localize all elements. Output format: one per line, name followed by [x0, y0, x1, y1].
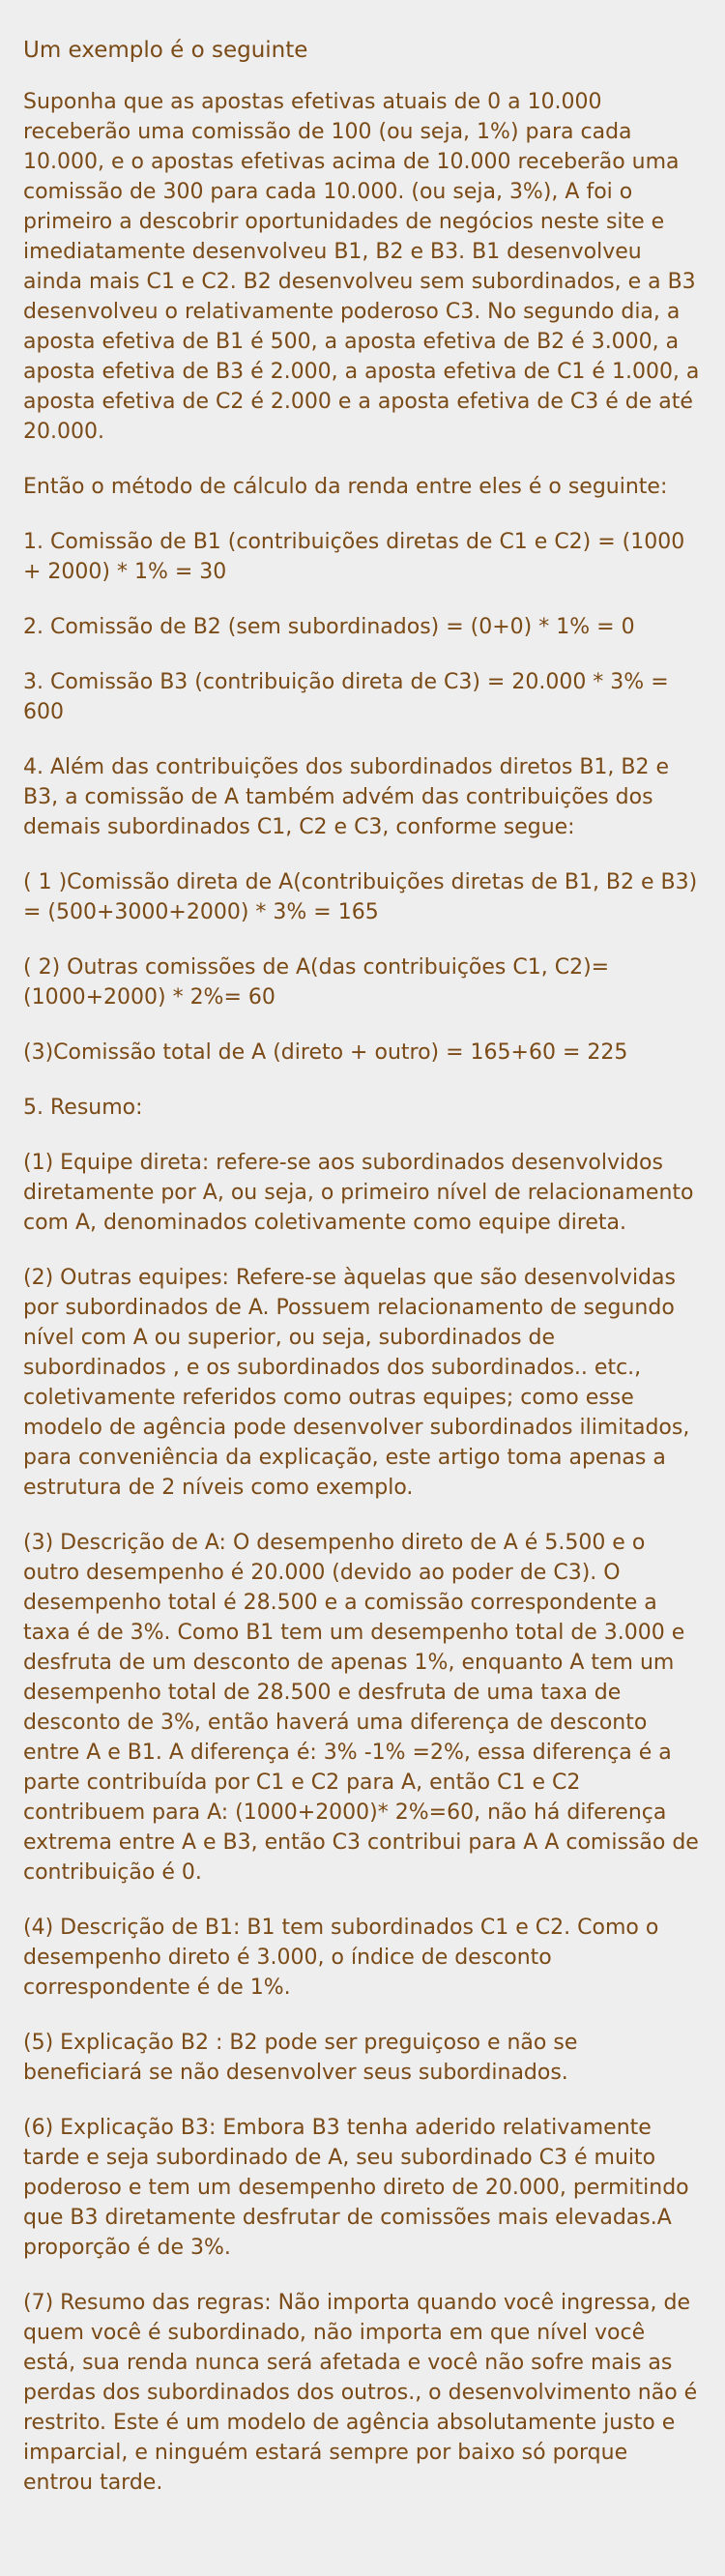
paragraph-method-intro: Então o método de cálculo da renda entre eles é o seguinte:	[23, 475, 668, 499]
paragraph-a-commission-intro: 4. Além das contribuições dos subordinados diretos B1, B2 e B3, a comissão de A também advém das contribuições dos demais subordinados C1, C2 e C3, conforme segue:	[23, 755, 670, 839]
paragraph-b3-commission: 3. Comissão B3 (contribuição direta de C3) = 20.000 * 3% = 600	[23, 670, 669, 724]
paragraph-b2-commission: 2. Comissão de B2 (sem subordinados) = (0+0) * 1% = 0	[23, 615, 635, 639]
paragraph-summary-heading: 5. Resumo:	[23, 1096, 143, 1120]
paragraph-a-description: (3) Descrição de A: O desempenho direto de A é 5.500 e o outro desempenho é 20.000 (devido ao poder de C3). O desempenho total é 28.500 e a comissão correspondente a taxa é de 3%. Como B1 tem um desempenho total de 3.000 e desfruta de um desconto de apenas 1%, enquanto A tem um desempenho total de 28.500 e desfruta de uma taxa de desconto de 3%, então haverá uma diferença de desconto entre A e B1. A diferença é: 3% -1% =2%, essa diferença é a parte contribuída por C1 e C2 para A, então C1 e C2 contribuem para A: (1000+2000)* 2%=60, não há diferença extrema entre A e B3, então C3 contribui para A A comissão de contribuição é 0.	[23, 1531, 699, 1885]
paragraph-direct-team: (1) Equipe direta: refere-se aos subordinados desenvolvidos diretamente por A, ou seja, o primeiro nível de relacionamento com A, denominados coletivamente como equipe direta.	[23, 1151, 694, 1235]
paragraph-a-direct: ( 1 )Comissão direta de A(contribuições diretas de B1, B2 e B3) = (500+3000+2000) * 3% = 165	[23, 870, 698, 924]
article-title: Um exemplo é o seguinte	[23, 38, 308, 63]
paragraph-b2-explanation: (5) Explicação B2 : B2 pode ser preguiçoso e não se beneficiará se não desenvolver seus subordinados.	[23, 2031, 578, 2085]
paragraph-scenario: Suponha que as apostas efetivas atuais de 0 a 10.000 receberão uma comissão de 100 (ou seja, 1%) para cada 10.000, e o apostas efetivas acima de 10.000 receberão uma comissão de 300 para cada 10.000. (ou seja, 3%), A foi o primeiro a descobrir oportunidades de negócios neste site e imediatamente desenvolveu B1, B2 e B3. B1 desenvolveu ainda mais C1 e C2. B2 desenvolveu sem subordinados, e a B3 desenvolveu o relativamente poderoso C3. No segundo dia, a aposta efetiva de B1 é 500, a aposta efetiva de B2 é 3.000, a aposta efetiva de B3 é 2.000, a aposta efetiva de C1 é 1.000, a aposta efetiva de C2 é 2.000 e a aposta efetiva de C3 é de até 20.000.	[23, 90, 700, 444]
paragraph-other-teams: (2) Outras equipes: Refere-se àquelas que são desenvolvidas por subordinados de A. Possuem relacionamento de segundo nível com A ou superior, ou seja, subordinados de subordinados , e os subordinados dos subordinados.. etc., coletivamente referidos como outras equipes; como esse modelo de agência pode desenvolver subordinados ilimitados, para conveniência da explicação, este artigo toma apenas a estrutura de 2 níveis como exemplo.	[23, 1266, 690, 1500]
paragraph-b3-explanation: (6) Explicação B3: Embora B3 tenha aderido relativamente tarde e seja subordinado de A, seu subordinado C3 é muito poderoso e tem um desempenho direto de 20.000, permitindo que B3 diretamente desfrutar de comissões mais elevadas.A proporção é de 3%.	[23, 2116, 689, 2260]
paragraph-b1-description: (4) Descrição de B1: B1 tem subordinados C1 e C2. Como o desempenho direto é 3.000, o índice de desconto correspondente é de 1%.	[23, 1916, 659, 2000]
paragraph-b1-commission: 1. Comissão de B1 (contribuições diretas de C1 e C2) = (1000 + 2000) * 1% = 30	[23, 530, 685, 584]
paragraph-a-total: (3)Comissão total de A (direto + outro) = 165+60 = 225	[23, 1040, 628, 1065]
paragraph-rules-summary: (7) Resumo das regras: Não importa quando você ingressa, de quem você é subordinado, não importa em que nível você está, sua renda nunca será afetada e você não sofre mais as perdas dos subordinados dos outros., o desenvolvimento não é restrito. Este é um modelo de agência absolutamente justo e imparcial, e ninguém estará sempre por baixo só porque entrou tarde.	[23, 2291, 698, 2495]
paragraph-a-other: ( 2) Outras comissões de A(das contribuições C1, C2)=(1000+2000) * 2%= 60	[23, 955, 610, 1010]
